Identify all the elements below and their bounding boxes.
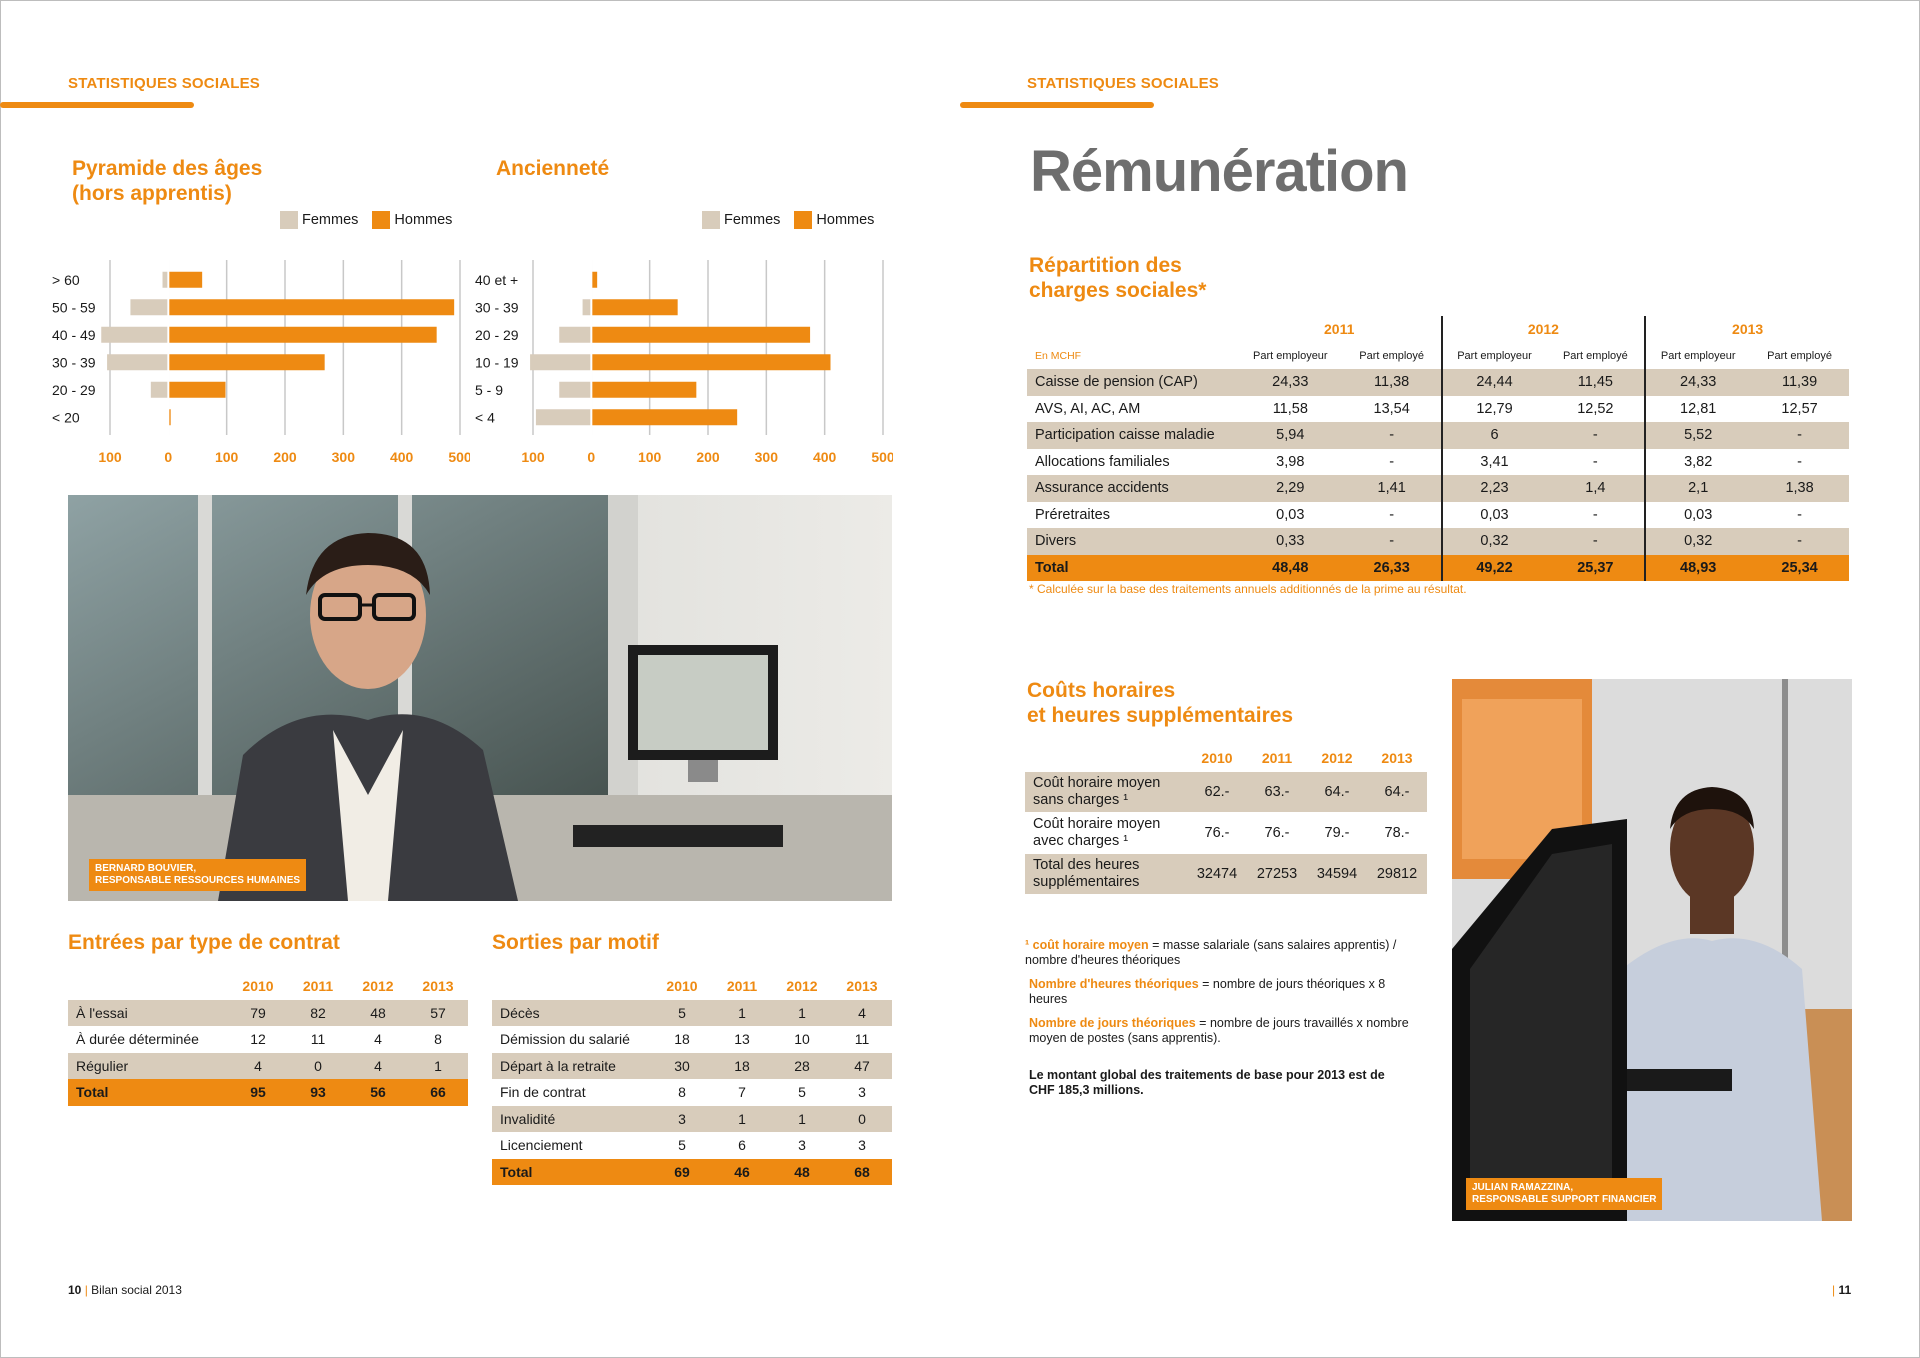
x-tick-label: 0 — [587, 449, 596, 465]
anciennete-chart-svg — [473, 260, 893, 470]
right-kicker: STATISTIQUES SOCIALES — [1027, 75, 1219, 92]
charges-unit: En MCHF — [1035, 349, 1082, 362]
bar-femmes — [107, 354, 168, 370]
anciennete-legend — [702, 211, 874, 229]
x-tick-label: 200 — [696, 449, 720, 465]
table-row: Divers 0,33 - 0,32 - 0,32 - — [1027, 528, 1849, 555]
bar-hommes — [168, 272, 202, 288]
legend-hommes-2: Hommes — [794, 211, 874, 229]
couts-year: 2010 — [1201, 750, 1233, 767]
x-tick-label: 100 — [214, 449, 239, 465]
table-row: Fin de contrat 8 7 5 3 — [500, 1084, 866, 1101]
pyramid-title-line1: Pyramide des âges — [72, 157, 263, 180]
x-tick-label: 400 — [389, 449, 414, 465]
y-category-label: 30 - 39 — [475, 299, 519, 316]
anciennete-title: Ancienneté — [496, 157, 610, 180]
x-tick-label: 300 — [754, 449, 779, 465]
bar-hommes — [591, 327, 810, 343]
couts-header-row — [1025, 745, 1427, 772]
entrees-table — [68, 973, 468, 1106]
table-row: Total des heures supplémentaires 32474 27253 34594 29812 — [1025, 854, 1427, 894]
bar-femmes — [130, 299, 168, 315]
footer-right — [1832, 1283, 1851, 1297]
bar-femmes — [530, 354, 591, 370]
legend-femmes-swatch — [280, 211, 298, 229]
footer-separator: | — [84, 1283, 88, 1297]
sorties-header-row — [492, 973, 892, 1000]
photo-bernard-bouvier — [68, 495, 892, 901]
charges-year: 2011 — [1324, 321, 1355, 338]
definitions — [1025, 938, 1410, 1098]
y-category-label: > 60 — [52, 271, 80, 288]
pyramid-title-line2: (hors apprentis) — [72, 182, 232, 205]
legend-femmes-swatch-2 — [702, 211, 720, 229]
x-tick-label: 500 — [871, 449, 893, 465]
table-row: À l'essai 79 82 48 57 — [68, 1000, 468, 1027]
left-kicker: STATISTIQUES SOCIALES — [68, 75, 260, 92]
legend-hommes-swatch — [372, 211, 390, 229]
table-row: Caisse de pension (CAP) 24,33 11,38 24,44 11,45 24,33 11,39 — [1027, 369, 1849, 396]
charges-title: Répartition des charges sociales* — [1029, 254, 1207, 302]
bar-femmes — [536, 409, 591, 425]
y-category-label: 20 - 29 — [52, 381, 96, 398]
table-row: Décès 5 1 1 4 — [492, 1000, 892, 1027]
pyramid-chart-svg — [50, 260, 470, 470]
right-kicker-line — [960, 102, 1154, 108]
footer-left — [68, 1283, 182, 1297]
table-row: Démission du salarié 18 13 10 11 — [500, 1031, 870, 1048]
couts-year: 2011 — [1261, 750, 1293, 767]
bar-hommes — [591, 409, 737, 425]
footer-label: Bilan social 2013 — [91, 1283, 182, 1297]
legend-hommes: Hommes — [372, 211, 452, 229]
couts-table — [1025, 745, 1427, 894]
x-tick-label: 300 — [331, 449, 356, 465]
entrees-header-row — [68, 973, 468, 1000]
pyramid-title — [72, 156, 262, 206]
bar-femmes — [101, 327, 168, 343]
page-title: Rémunération — [1030, 139, 1408, 204]
entrees-title: Entrées par type de contrat — [68, 931, 340, 954]
table-row: Participation caisse maladie 5,94 - 6 - 5,52 - — [1027, 422, 1849, 449]
charges-years-row — [1027, 316, 1849, 343]
charges-footnote: * Calculée sur la base des traitements annuels additionnés de la prime au résultat. — [1029, 582, 1467, 596]
photo-julian-illustration — [1452, 679, 1852, 1221]
pyramid-legend — [280, 211, 452, 229]
y-category-label: 50 - 59 — [52, 299, 96, 316]
sorties-year: 2013 — [846, 978, 878, 995]
y-category-label: 40 - 49 — [52, 326, 96, 343]
bar-hommes — [591, 354, 830, 370]
bar-hommes — [168, 327, 436, 343]
x-tick-label: 200 — [273, 449, 297, 465]
pyramid-chart — [50, 260, 470, 475]
table-row: Allocations familiales 3,98 - 3,41 - 3,82 - — [1027, 449, 1849, 476]
bar-hommes — [591, 382, 696, 398]
x-tick-label: 100 — [637, 449, 662, 465]
footer-page-number: 10 — [68, 1283, 82, 1297]
charges-year: 2013 — [1645, 316, 1849, 343]
y-category-label: < 4 — [475, 409, 495, 426]
y-category-label: 5 - 9 — [475, 381, 504, 398]
table-row: Invalidité 3 1 1 0 — [492, 1106, 892, 1133]
y-category-label: 40 et + — [475, 271, 519, 288]
charges-year: 2012 — [1442, 316, 1646, 343]
footer-page-number-right: 11 — [1838, 1283, 1852, 1297]
couts-year: 2012 — [1321, 750, 1353, 767]
bar-femmes — [559, 327, 591, 343]
table-total-row: Total 69 46 48 68 — [492, 1159, 892, 1186]
photo-caption-julian: JULIAN RAMAZZINA, RESPONSABLE SUPPORT FINANCIER — [1466, 1178, 1662, 1210]
legend-femmes: Femmes — [280, 211, 358, 229]
left-kicker-line — [0, 102, 194, 108]
table-row: Licenciement 5 6 3 3 — [500, 1137, 866, 1154]
couts-title: Coûts horaires et heures supplémentaires — [1027, 679, 1294, 727]
anciennete-chart — [473, 260, 893, 475]
summary-statement: Le montant global des traitements de base pour 2013 est de CHF 185,3 millions. — [1029, 1068, 1385, 1097]
bar-hommes — [168, 382, 225, 398]
y-category-label: 20 - 29 — [475, 326, 519, 343]
table-total-row: Total 48,48 26,33 49,22 25,37 48,93 25,34 — [1027, 555, 1849, 582]
x-tick-label: 400 — [812, 449, 837, 465]
x-tick-label: 100 — [521, 449, 545, 465]
bar-femmes — [151, 382, 169, 398]
table-row: Régulier 4 0 4 1 — [68, 1053, 468, 1080]
bar-hommes — [168, 354, 324, 370]
entrees-year: 2011 — [302, 978, 334, 995]
sorties-table — [492, 973, 892, 1185]
bar-femmes — [583, 299, 592, 315]
legend-femmes-2: Femmes — [702, 211, 780, 229]
entrees-year: 2010 — [242, 978, 274, 995]
sorties-year: 2010 — [666, 978, 698, 995]
couts-year: 2013 — [1381, 750, 1413, 767]
table-row: Préretraites 0,03 - 0,03 - 0,03 - — [1027, 502, 1849, 529]
table-row: AVS, AI, AC, AM 11,58 13,54 12,79 12,52 12,81 12,57 — [1027, 396, 1849, 423]
legend-hommes-swatch-2 — [794, 211, 812, 229]
photo-bernard-illustration — [68, 495, 892, 901]
table-row: Coût horaire moyen avec charges ¹ 76.- 76.- 79.- 78.- — [1033, 815, 1410, 849]
table-row: Assurance accidents 2,29 1,41 2,23 1,4 2,1 1,38 — [1027, 475, 1849, 502]
table-row: À durée déterminée 12 11 4 8 — [76, 1031, 442, 1048]
bar-femmes — [559, 382, 591, 398]
definition-jours-theoriques: Nombre de jours théoriques = nombre de jours travaillés x nombre moyen de postes (sans apprentis). — [1029, 1016, 1409, 1045]
x-tick-label: 500 — [448, 449, 470, 465]
sorties-title: Sorties par motif — [492, 931, 659, 954]
entrees-year: 2013 — [422, 978, 454, 995]
table-total-row: Total 95 93 56 66 — [68, 1079, 468, 1106]
y-category-label: 10 - 19 — [475, 354, 519, 371]
definition-cout-horaire: ¹ coût horaire moyen = masse salariale (sans salaires apprentis) / nombre d'heures théoriques — [1025, 938, 1397, 967]
bar-hommes — [168, 299, 454, 315]
entrees-year: 2012 — [362, 978, 394, 995]
table-row: Départ à la retraite 30 18 28 47 — [492, 1053, 892, 1080]
charges-sub-row: En MCHF Part employeur Part employé Part employeur Part employé Part employeur Part employé — [1027, 343, 1849, 370]
sorties-year: 2012 — [786, 978, 818, 995]
definition-heures-theoriques: Nombre d'heures théoriques = nombre de jours théoriques x 8 heures — [1029, 977, 1386, 1006]
sorties-year: 2011 — [726, 978, 758, 995]
bar-hommes — [591, 299, 677, 315]
y-category-label: < 20 — [52, 409, 80, 426]
y-category-label: 30 - 39 — [52, 354, 96, 371]
footer-separator-right: | — [1832, 1283, 1836, 1297]
photo-julian-ramazzina — [1452, 679, 1852, 1221]
x-tick-label: 0 — [164, 449, 173, 465]
photo-caption-bernard: BERNARD BOUVIER, RESPONSABLE RESSOURCES HUMAINES — [89, 859, 306, 891]
charges-table — [1027, 316, 1849, 581]
table-row: Coût horaire moyen sans charges ¹ 62.- 63.- 64.- 64.- — [1025, 772, 1427, 812]
x-tick-label: 100 — [98, 449, 122, 465]
